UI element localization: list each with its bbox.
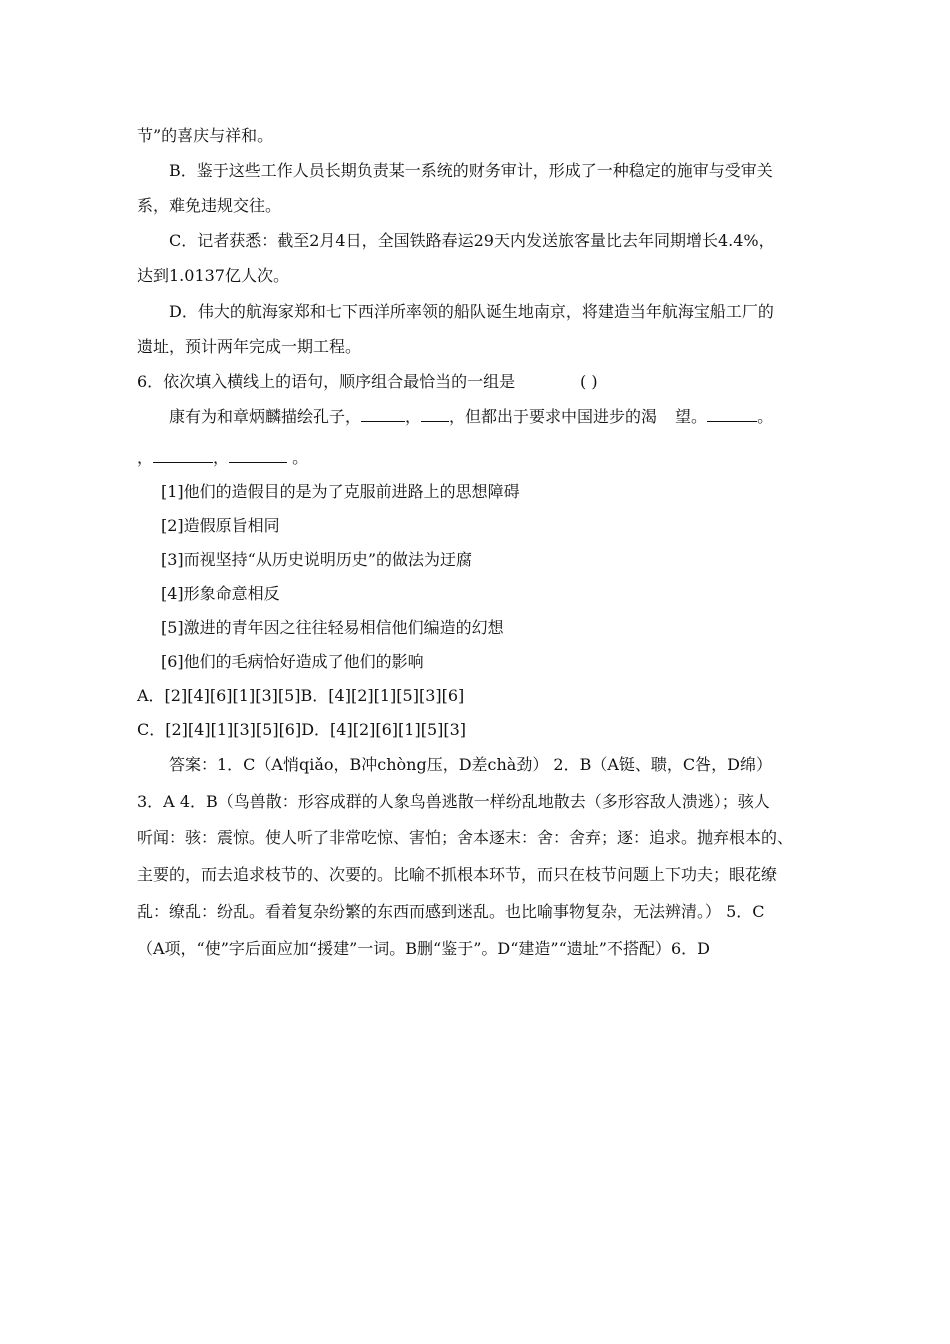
passage-mid2: 望。 [675, 407, 708, 426]
fill-blank-5[interactable] [229, 448, 287, 463]
option-d-line-1: D．伟大的航海家郑和七下西洋所率领的船队诞生地南京，将建造当年航海宝船工厂的 [169, 302, 774, 321]
answers-line-1: 答案：1．C（A悄qiǎo，B冲chòng压，D差chà劲） 2．B（A铤、聩，C咎，D绵） [169, 755, 772, 774]
passage-mid: ，但都出于要求中国进步的渴 [449, 407, 658, 426]
option-b-line-1: B．鉴于这些工作人员长期负责某一系统的财务审计，形成了一种稳定的施审与受审关 [169, 161, 773, 180]
option-b-line-2: 系，难免违规交往。 [137, 196, 282, 215]
answers-line-5: 乱：缭乱：纷乱。看着复杂纷繁的东西而感到迷乱。也比喻事物复杂，无法辨清。） 5．C [137, 902, 765, 921]
text-line: 节”的喜庆与祥和。 [137, 126, 274, 145]
option-c-line-1: C．记者获悉：截至2月4日，全国铁路春运29天内发送旅客量比去年同期增长4.4%， [169, 231, 775, 250]
list-item: [4]形象命意相反 [161, 584, 280, 603]
passage-end: 。 [757, 407, 774, 426]
list-item: [2]造假原旨相同 [161, 516, 280, 535]
answers-line-2: 3．A 4．B（鸟兽散：形容成群的人象鸟兽逃散一样纷乱地散去（多形容敌人溃逃）；骇人 [137, 792, 770, 811]
option-c-line-2: 达到1.0137亿人次。 [137, 266, 289, 285]
answers-line-3: 听闻：骇：震惊。使人听了非常吃惊、害怕；舍本逐末：舍：舍弃；逐：追求。抛弃根本的、 [137, 828, 794, 847]
option-d-line-2: 遗址，预计两年完成一期工程。 [137, 337, 362, 356]
answers-line-6: （A项，“使”字后面应加“援建”一词。B删“鉴于”。D“建造”“遗址”不搭配）6．D [137, 939, 710, 958]
passage-line-2: ， ， 。 [137, 448, 309, 467]
answer-options-line-1: A．[2][4][6][1][3][5]B．[4][2][1][5][3][6] [137, 686, 465, 705]
list-item: [1]他们的造假目的是为了克服前进路上的思想障碍 [161, 482, 520, 501]
list-item: [6]他们的毛病恰好造成了他们的影响 [161, 652, 424, 671]
passage-start: 康有为和章炳麟描绘孔子， [169, 407, 362, 426]
answers-line-4: 主要的，而去追求枝节的、次要的。比喻不抓根本环节，而只在枝节问题上下功夫；眼花缭 [137, 865, 778, 884]
fill-blank-1[interactable] [361, 407, 405, 422]
passage-line2-end: 。 [292, 448, 309, 467]
question-stem-text: 6．依次填入横线上的语句，顺序组合最恰当的一组是 [137, 372, 516, 391]
list-item: [3]而视坚持“从历史说明历史”的做法为迂腐 [161, 550, 473, 569]
answer-options-line-2: C．[2][4][1][3][5][6]D．[4][2][6][1][5][3] [137, 720, 467, 739]
fill-blank-3[interactable] [707, 407, 757, 422]
answer-parentheses: ( ) [580, 372, 598, 391]
passage-line-1: 康有为和章炳麟描绘孔子， ， ，但都出于要求中国进步的渴 望。 。 [169, 407, 774, 426]
list-item: [5]激进的青年因之往往轻易相信他们编造的幻想 [161, 618, 504, 637]
question-6-stem [137, 372, 515, 392]
fill-blank-2[interactable] [421, 407, 449, 422]
fill-blank-4[interactable] [153, 448, 213, 463]
